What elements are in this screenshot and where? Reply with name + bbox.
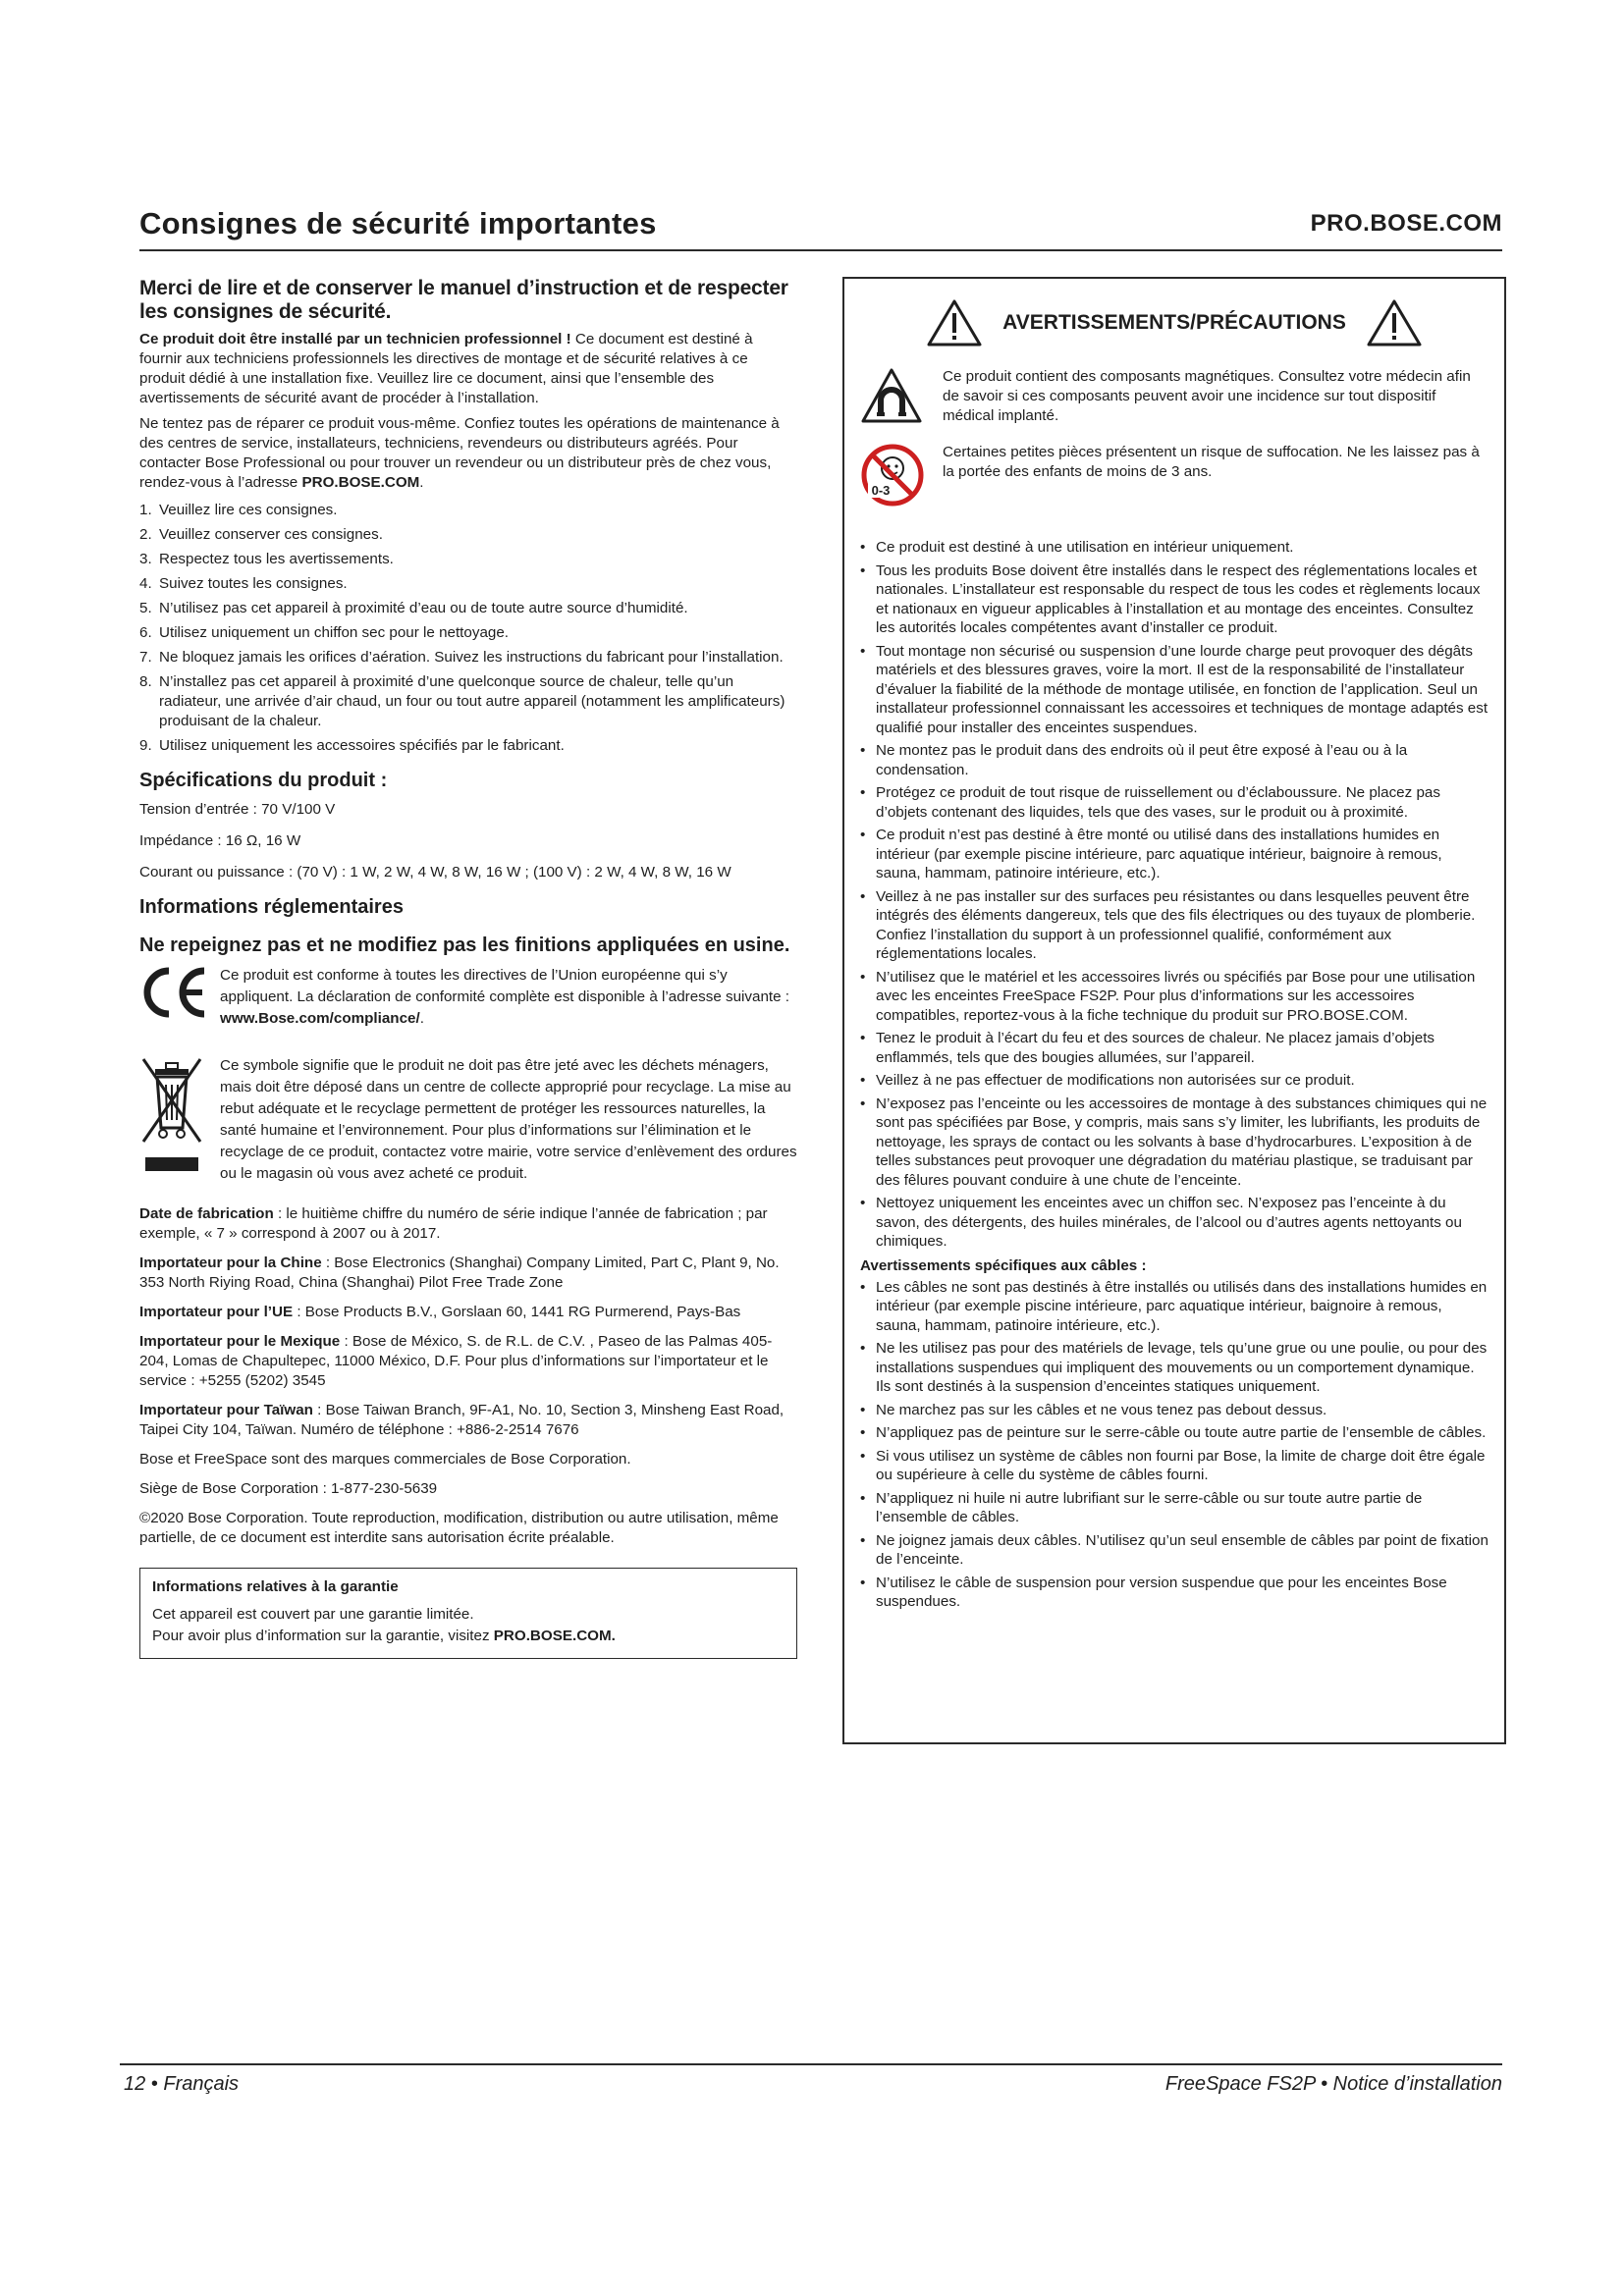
- step-text: Utilisez uniquement les accessoires spécifiés par le fabricant.: [159, 737, 565, 754]
- warning-text: Ne montez pas le produit dans des endroits où il peut être exposé à l’eau ou à la condensation.: [876, 742, 1408, 778]
- step-number: 9.: [139, 737, 152, 754]
- weee-bin-icon: [139, 1055, 220, 1185]
- list-item: • Protégez ce produit de tout risque de ruissellement ou d’éclaboussure. Ne placez pas d’objets contenant des liquides, tels que des vases, sur le produit ou à proximité.: [860, 783, 1489, 822]
- warning-text: Protégez ce produit de tout risque de ruissellement ou d’éclaboussure. Ne placez pas d’objets contenant des liquides, tels que des vases, sur le produit ou à proximité.: [876, 784, 1440, 821]
- left-column: [139, 277, 797, 1659]
- page-header: [139, 206, 1502, 251]
- spec-heading: Spécifications du produit :: [139, 770, 388, 791]
- warning-text: Veillez à ne pas effectuer de modifications non autorisées sur ce produit.: [876, 1072, 1355, 1089]
- service-notice-text: Ne tentez pas de réparer ce produit vous-même. Confiez toutes les opérations de maintenance à des centres de service, installateurs, techniciens, revendeurs ou distributeurs agréés. Pour contacter Bose Professional ou pour trouver un revendeur ou un distributeur près de chez vous, rendez-vous à l’adresse: [139, 415, 780, 491]
- list-item: • Ne montez pas le produit dans des endroits où il peut être exposé à l’eau ou à la condensation.: [860, 741, 1489, 779]
- regulatory-heading: Informations réglementaires: [139, 896, 404, 918]
- importer-mexico-label: Importateur pour le Mexique: [139, 1333, 341, 1350]
- warranty-line: Cet appareil est couvert par une garantie limitée.: [152, 1606, 474, 1623]
- warranty-link[interactable]: PRO.BOSE.COM.: [493, 1628, 616, 1644]
- cable-warning-text: Les câbles ne sont pas destinés à être installés ou utilisés dans des installations humides en intérieur (par exemple piscine intérieure, parc aquatique intérieur, baignoire à remous, sauna, hammam, patinoire intérieure, etc.).: [876, 1278, 1488, 1334]
- importer-taiwan-label: Importateur pour Taïwan: [139, 1402, 313, 1418]
- ce-text-end: .: [419, 1010, 424, 1027]
- list-item: • Nettoyez uniquement les enceintes avec un chiffon sec. N’exposez pas l’enceinte à du savon, des détergents, des huiles minérales, de l’alcool ou d’autres agents nettoyants ou chimiques.: [860, 1194, 1489, 1252]
- magnet-warning-text: Ce produit contient des composants magnétiques. Consultez votre médecin afin de savoir si ces composants peuvent avoir une incidence sur tout dispositif médical implanté.: [943, 368, 1471, 424]
- list-item: • Ne marchez pas sur les câbles et ne vous tenez pas debout dessus.: [860, 1401, 1489, 1420]
- manufacture-date-text: : le huitième chiffre du numéro de série indique l’année de fabrication ; par exemple, « 7 » correspond à 2007 ou à 2017.: [139, 1205, 768, 1242]
- list-item: [139, 574, 797, 594]
- step-number: 7.: [139, 649, 152, 666]
- warranty-title: Informations relatives à la garantie: [152, 1578, 399, 1595]
- weee-block: [139, 1055, 797, 1185]
- list-item: [139, 550, 797, 569]
- list-item: • N’appliquez pas de peinture sur le serre-câble ou toute autre partie de l’ensemble de câbles.: [860, 1423, 1489, 1443]
- install-notice-text: Ce document est destiné à fournir aux techniciens professionnels les directives de montage et de sécurité relatives à ce produit dédié à une installation fixe. Veuillez lire ce document, ainsi que l’ensemble des avertissements de sécurité avant de procéder à l’installation.: [139, 331, 753, 406]
- warning-text: Ce produit n’est pas destiné à être monté ou utilisé dans des installations humides en intérieur (par exemple piscine intérieure, parc aquatique intérieur, baignoire à remous, sauna, hammam, patinoire intérieure, etc.).: [876, 827, 1442, 881]
- ce-text-body: Ce produit est conforme à toutes les directives de l’Union européenne qui s’y appliquent. La déclaration de conformité complète est disponible à l’adresse suivante :: [220, 967, 790, 1005]
- service-notice: [139, 414, 797, 493]
- cable-warning-text: Ne les utilisez pas pour des matériels de levage, tels qu’une grue ou une poulie, ou pour des installations suspendues qui impliquent des mouvements ou un comportement dynamique. Ils sont destinés à la suspension d’enceintes statiques uniquement.: [876, 1340, 1488, 1395]
- footer-page-number: 12 • Français: [124, 2073, 240, 2095]
- warning-text: Nettoyez uniquement les enceintes avec un chiffon sec. N’exposez pas l’enceinte à du savon, des détergents, des huiles minérales, de l’alcool ou d’autres agents nettoyants ou chimiques.: [876, 1195, 1462, 1250]
- warning-text: N’exposez pas l’enceinte ou les accessoires de montage à des substances chimiques qui ne sont pas spécifiées par Bose, y compris, mais sans s’y limiter, les lubrifiants, les produits de nettoyage, les sprays de contact ou les solvants à base d’hydrocarbures. L’exposition à de telles substances peut provoquer une dégradation du matériau plastique, se traduisant par des fêlures pouvant conduire à une chute de l’enceinte.: [876, 1095, 1488, 1189]
- warning-text: Tous les produits Bose doivent être installés dans le respect des réglementations locales et nationales. L’installateur est responsable du respect de tous les codes et règlements locaux et nationaux en vigueur applicables à l’installation et au montage des enceintes. Consultez les autorités locales compétentes avant d’installer ce produit.: [876, 561, 1481, 636]
- step-text: Respectez tous les avertissements.: [159, 551, 394, 567]
- finish-heading: Ne repeignez pas et ne modifiez pas les finitions appliquées en usine.: [139, 934, 790, 956]
- warranty-link-text: Pour avoir plus d’information sur la garantie, visitez: [152, 1628, 494, 1644]
- warning-text: Tout montage non sécurisé ou suspension d’une lourde charge peut provoquer des dégâts matériels et des blessures graves, voire la mort. Il est de la responsabilité de l’installateur d’évaluer la fiabilité de la méthode de montage utilisée, en fonction de l’application. Seul un installateur professionnel connaissant les accessoires et techniques de montage adaptés est qualifié pour installer des enceintes suspendues.: [876, 642, 1489, 736]
- list-item: • N’utilisez que le matériel et les accessoires livrés ou spécifiés par Bose pour une utilisation avec les enceintes FreeSpace FS2P. Pour plus d’informations sur les accessoires compatibles, reportez-vous à la fiche technique du produit sur PRO.BOSE.COM.: [860, 968, 1489, 1026]
- list-item: • Tenez le produit à l’écart du feu et des sources de chaleur. Ne placez jamais d’objets enflammés, tels que des bougies allumées, sur l’appareil.: [860, 1029, 1489, 1067]
- warning-triangle-icon: [926, 298, 983, 347]
- list-item: • Ce produit est destiné à une utilisation en intérieur uniquement.: [860, 538, 1489, 558]
- headquarters-phone: Siège de Bose Corporation : 1-877-230-5639: [139, 1480, 438, 1497]
- list-item: • Veillez à ne pas effectuer de modifications non autorisées sur ce produit.: [860, 1071, 1489, 1091]
- ce-text: [220, 965, 797, 1030]
- cable-warning-text: N’appliquez pas de peinture sur le serre-câble ou toute autre partie de l’ensemble de câbles.: [876, 1424, 1487, 1441]
- cable-warnings-list: [860, 1278, 1489, 1612]
- importer-china: [139, 1254, 797, 1293]
- cable-warning-text: Ne marchez pas sur les câbles et ne vous tenez pas debout dessus.: [876, 1401, 1327, 1418]
- list-item: • N’exposez pas l’enceinte ou les accessoires de montage à des substances chimiques qui ne sont pas spécifiées par Bose, y compris, mais sans s’y limiter, les lubrifiants, les produits de nettoyage, les sprays de contact ou les solvants à base d’hydrocarbures. L’exposition à de telles substances peut provoquer une dégradation du matériau plastique, se traduisant par des fêlures pouvant conduire à une chute de l’enceinte.: [860, 1095, 1488, 1189]
- step-number: 3.: [139, 551, 152, 567]
- trademark-notice: Bose et FreeSpace sont des marques commerciales de Bose Corporation.: [139, 1451, 631, 1468]
- importer-eu-text: : Bose Products B.V., Gorslaan 60, 1441 RG Purmerend, Pays-Bas: [293, 1304, 741, 1320]
- list-item: [139, 525, 797, 545]
- list-item: [139, 736, 797, 756]
- spec-voltage: Tension d’entrée : 70 V/100 V: [139, 801, 336, 818]
- importer-china-text: : Bose Electronics (Shanghai) Company Limited, Part C, Plant 9, No. 353 North Riying Road, China (Shanghai) Pilot Free Trade Zone: [139, 1255, 780, 1291]
- spec-power: Courant ou puissance : (70 V) : 1 W, 2 W, 4 W, 8 W, 16 W ; (100 V) : 2 W, 4 W, 8 W, 16 W: [139, 864, 731, 881]
- list-item: • Tous les produits Bose doivent être installés dans le respect des réglementations locales et nationales. L’installateur est responsable du respect de tous les codes et règlements locaux et nationaux en vigueur applicables à l’installation et au montage des enceintes. Consultez les autorités locales compétentes avant d’installer ce produit.: [860, 561, 1489, 638]
- install-notice: [139, 330, 797, 408]
- list-item: • Ne les utilisez pas pour des matériels de levage, tels qu’une grue ou une poulie, ou pour des installations suspendues qui impliquent des mouvements ou un comportement dynamique. Ils sont destinés à la suspension d’enceintes statiques uniquement.: [860, 1340, 1488, 1395]
- list-item: • Ne joignez jamais deux câbles. N’utilisez qu’un seul ensemble de câbles par point de fixation de l’enceinte.: [860, 1531, 1489, 1568]
- list-item: [139, 648, 797, 667]
- cable-warning-text: Si vous utilisez un système de câbles non fourni par Bose, la limite de charge doit être égale ou supérieure à celle du système de câbles fourni.: [876, 1447, 1486, 1483]
- list-item: • Tout montage non sécurisé ou suspension d’une lourde charge peut provoquer des dégâts matériels et des blessures graves, voire la mort. Il est de la responsabilité de l’installateur d’évaluer la fiabilité de la méthode de montage utilisée, en fonction de l’application. Seul un installateur professionnel connaissant les accessoires et techniques de montage adaptés est qualifié pour installer des enceintes suspendues.: [860, 642, 1489, 736]
- choking-warning-text: Certaines petites pièces présentent un risque de suffocation. Ne les laissez pas à la portée des enfants de moins de 3 ans.: [943, 444, 1480, 480]
- importer-taiwan: [139, 1401, 797, 1440]
- step-text: N’utilisez pas cet appareil à proximité d’eau ou de toute autre source d’humidité.: [159, 600, 688, 616]
- warning-text: Ce produit est destiné à une utilisation en intérieur uniquement.: [876, 539, 1294, 556]
- list-item: • Ce produit n’est pas destiné à être monté ou utilisé dans des installations humides en intérieur (par exemple piscine intérieure, parc aquatique intérieur, baignoire à remous, sauna, hammam, patinoire intérieure, etc.).: [860, 826, 1489, 883]
- step-text: Utilisez uniquement un chiffon sec pour le nettoyage.: [159, 624, 510, 641]
- list-item: • Veillez à ne pas installer sur des surfaces peu résistantes ou dans lesquelles peuvent être intégrés des éléments dangereux, tels que des fils électriques ou des tuyaux de plomberie. Confiez l’installation du support à un professionnel qualifié, conformément aux réglementations locales.: [860, 887, 1489, 964]
- step-text: Veuillez lire ces consignes.: [159, 502, 338, 518]
- ce-block: [139, 965, 797, 1030]
- intro-heading: Merci de lire et de conserver le manuel d’instruction et de respecter les consignes de sécurité.: [139, 277, 788, 323]
- importer-taiwan-text: : Bose Taiwan Branch, 9F-A1, No. 10, Section 3, Minsheng East Road, Taipei City 104, Taïwan. Numéro de téléphone : +886-2-2514 7676: [139, 1402, 785, 1438]
- list-item: [139, 501, 797, 520]
- magnet-warning: [860, 367, 1489, 429]
- cable-warning-text: N’appliquez ni huile ni autre lubrifiant sur le serre-câble ou sur toute autre partie de l’ensemble de câbles.: [876, 1489, 1423, 1525]
- page-title: Consignes de sécurité importantes: [139, 206, 657, 240]
- warning-text: N’utilisez que le matériel et les accessoires livrés ou spécifiés par Bose pour une utilisation avec les enceintes FreeSpace FS2P. Pour plus d’informations sur les accessoires compatibles, reportez-vous à la fiche technique du produit sur PRO.BOSE.COM.: [876, 968, 1476, 1024]
- age-badge: 0-3: [871, 483, 891, 498]
- importer-mexico-text: : Bose de México, S. de R.L. de C.V. , Paseo de las Palmas 405-204, Lomas de Chapultepec, 11000 México, D.F. Pour plus d’informations sur l’importateur et le service : +5255 (5202) 3545: [139, 1333, 773, 1389]
- weee-text: Ce symbole signifie que le produit ne doit pas être jeté avec les déchets ménagers, mais doit être déposé dans un centre de collecte approprié pour recyclage. La mise au rebut adéquate et le recyclage permettent de protéger les ressources naturelles, la santé humaine et l’environnement. Pour plus d’informations sur l’élimination et le recyclage de ce produit, contactez votre mairie, votre service d’enlèvement des ordures ou le magasin où vous avez acheté ce produit.: [220, 1057, 797, 1182]
- step-text: Veuillez conserver ces consignes.: [159, 526, 383, 543]
- warranty-link-line: [152, 1627, 785, 1646]
- warnings-title-row: [860, 291, 1489, 355]
- step-text: N’installez pas cet appareil à proximité d’une quelconque source de chaleur, telle qu’un radiateur, une arrivée d’air chaud, un four ou tout autre appareil (notamment les amplificateurs) produisant de la chaleur.: [159, 673, 785, 729]
- warnings-title: AVERTISSEMENTS/PRÉCAUTIONS: [1002, 311, 1346, 334]
- list-item: • N’utilisez le câble de suspension pour version suspendue que pour les enceintes Bose suspendues.: [860, 1574, 1489, 1612]
- warning-text: Tenez le produit à l’écart du feu et des sources de chaleur. Ne placez jamais d’objets enflammés, tels que des bougies allumées, sur l’appareil.: [876, 1030, 1435, 1066]
- choking-hazard-icon: [860, 443, 943, 512]
- service-notice-end: .: [419, 474, 424, 491]
- step-number: 5.: [139, 600, 152, 616]
- step-number: 2.: [139, 526, 152, 543]
- step-text: Ne bloquez jamais les orifices d’aération. Suivez les instructions du fabricant pour l’installation.: [159, 649, 784, 666]
- importer-mexico: [139, 1332, 797, 1391]
- step-number: 6.: [139, 624, 152, 641]
- choking-warning: [860, 443, 1489, 512]
- cable-warnings-heading: Avertissements spécifiques aux câbles :: [860, 1256, 1147, 1274]
- importer-eu-label: Importateur pour l’UE: [139, 1304, 294, 1320]
- importer-eu: [139, 1303, 797, 1322]
- list-item: [139, 623, 797, 643]
- cable-warning-text: N’utilisez le câble de suspension pour version suspendue que pour les enceintes Bose suspendues.: [876, 1574, 1447, 1610]
- warranty-box: [139, 1568, 797, 1659]
- warnings-box: [842, 277, 1506, 1744]
- install-notice-bold: Ce produit doit être installé par un technicien professionnel !: [139, 331, 571, 347]
- warning-text: Veillez à ne pas installer sur des surfaces peu résistantes ou dans lesquelles peuvent être intégrés des éléments dangereux, tels que des fils électriques ou des tuyaux de plomberie. Confiez l’installation du support à un professionnel qualifié, conformément aux réglementations locales.: [876, 887, 1476, 962]
- magnet-warning-icon: [860, 367, 943, 429]
- warning-triangle-icon: [1366, 298, 1423, 347]
- ce-mark-icon: [139, 965, 220, 1030]
- list-item: • Les câbles ne sont pas destinés à être installés ou utilisés dans des installations humides en intérieur (par exemple piscine intérieure, parc aquatique intérieur, baignoire à remous, sauna, hammam, patinoire intérieure, etc.).: [860, 1278, 1488, 1334]
- step-text: Suivez toutes les consignes.: [159, 575, 348, 592]
- manufacture-date-label: Date de fabrication: [139, 1205, 274, 1222]
- step-number: 8.: [139, 673, 152, 690]
- site-url: PRO.BOSE.COM: [1310, 210, 1502, 237]
- safety-steps-list: [139, 501, 797, 756]
- importer-china-label: Importateur pour la Chine: [139, 1255, 322, 1271]
- warnings-list: [860, 538, 1489, 1252]
- step-number: 4.: [139, 575, 152, 592]
- manufacture-date: [139, 1204, 797, 1244]
- footer-document-title: FreeSpace FS2P • Notice d’installation: [1164, 2073, 1502, 2095]
- list-item: [139, 599, 797, 618]
- footer-divider: [120, 2063, 1502, 2065]
- spec-impedance: Impédance : 16 Ω, 16 W: [139, 832, 301, 849]
- step-number: 1.: [139, 502, 152, 518]
- list-item: [139, 672, 797, 731]
- compliance-link[interactable]: www.Bose.com/compliance/: [220, 1010, 420, 1027]
- cable-warning-text: Ne joignez jamais deux câbles. N’utilisez qu’un seul ensemble de câbles par point de fixation de l’enceinte.: [876, 1531, 1489, 1568]
- service-link[interactable]: PRO.BOSE.COM: [301, 474, 420, 491]
- list-item: • Si vous utilisez un système de câbles non fourni par Bose, la limite de charge doit être égale ou supérieure à celle du système de câbles fourni.: [860, 1447, 1489, 1485]
- list-item: • N’appliquez ni huile ni autre lubrifiant sur le serre-câble ou sur toute autre partie de l’ensemble de câbles.: [860, 1489, 1489, 1527]
- copyright-notice: ©2020 Bose Corporation. Toute reproduction, modification, distribution ou autre utilisation, même partielle, de ce document est interdite sans autorisation écrite préalable.: [139, 1510, 779, 1546]
